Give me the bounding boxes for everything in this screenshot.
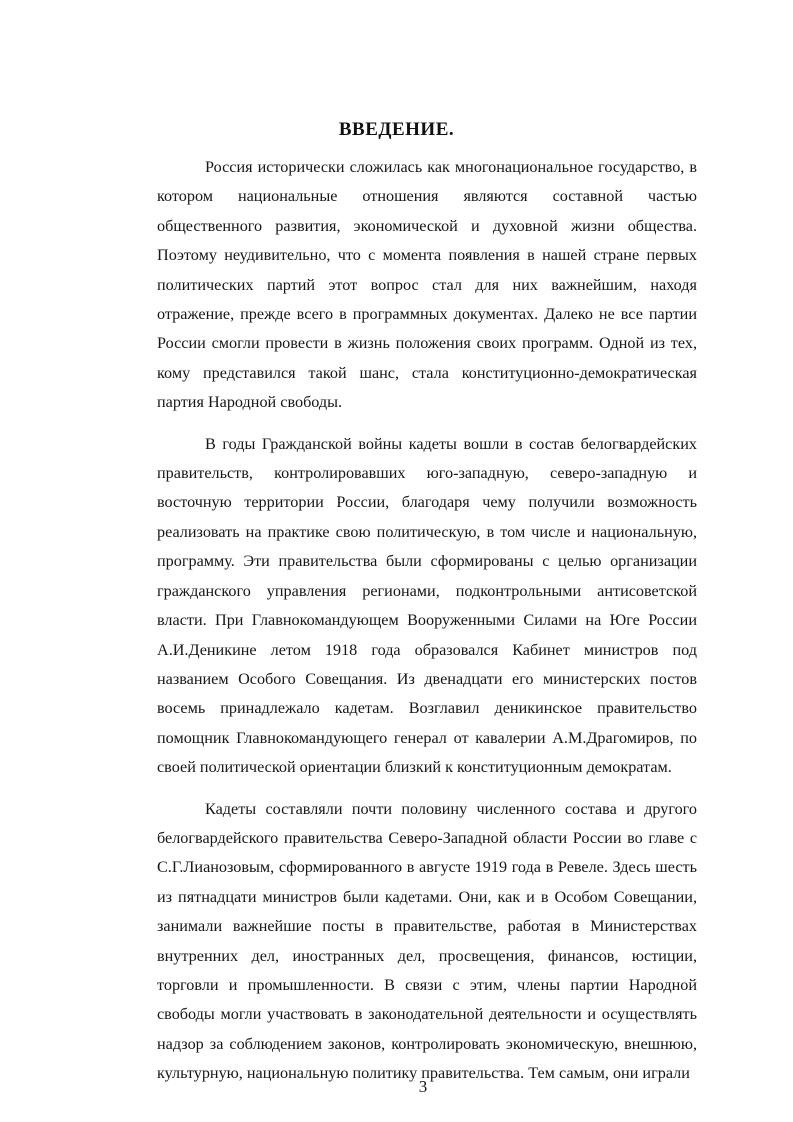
body-text	[157, 153, 697, 1101]
page-title: ВВЕДЕНИЕ.	[338, 119, 455, 140]
page-number: 3	[418, 1077, 428, 1096]
paragraph-3: Кадеты составляли почти половину численного состава и другого белогвардейского правительства Северо-Западной области России во главе с С.Г.Лианозовым, сформированного в августе 1919 года в Ревеле. Здесь шесть из пятнадцати министров были кадетами. Они, как и в Особом Совещании, занимали важнейшие посты в правительстве, работая в Министерствах внутренних дел, иностранных дел, просвещения, финансов, юстиции, торговли и промышленности. В связи с этим, члены партии Народной свободы могли участвовать в законодательной деятельности и осуществлять надзор за соблюдением законов, контролировать экономическую, внешнюю, культурную, национальную политику правительства. Тем самым, они играли	[157, 799, 697, 1083]
paragraph-2: В годы Гражданской войны кадеты вошли в состав белогвардейских правительств, контролировавших юго-западную, северо-западную и восточную территории России, благодаря чему получили возможность реализовать на практике свою политическую, в том числе и национальную, программу. Эти правительства были сформированы с целью организации гражданского управления регионами, подконтрольными антисоветской власти. При Главнокомандующем Вооруженными Силами на Юге России А.И.Деникине летом 1918 года образовался Кабинет министров под названием Особого Совещания. Из двенадцати его министерских постов восемь принадлежало кадетам. Возглавил деникинское правительство помощник Главнокомандующего генерал от кавалерии А.М.Драгомиров, по своей политической ориентации близкий к конституционным демократам.	[157, 434, 697, 777]
paragraph-1: Россия исторически сложилась как многонациональное государство, в котором национальные отношения являются составной частью общественного развития, экономической и духовной жизни общества. Поэтому неудивительно, что с момента появления в нашей стране первых политических партий этот вопрос стал для них важнейшим, находя отражение, прежде всего в программных документах. Далеко не все партии России смогли провести в жизнь положения своих программ. Одной из тех, кому представился такой шанс, стала конституционно-демократическая партия Народной свободы.	[157, 158, 697, 412]
